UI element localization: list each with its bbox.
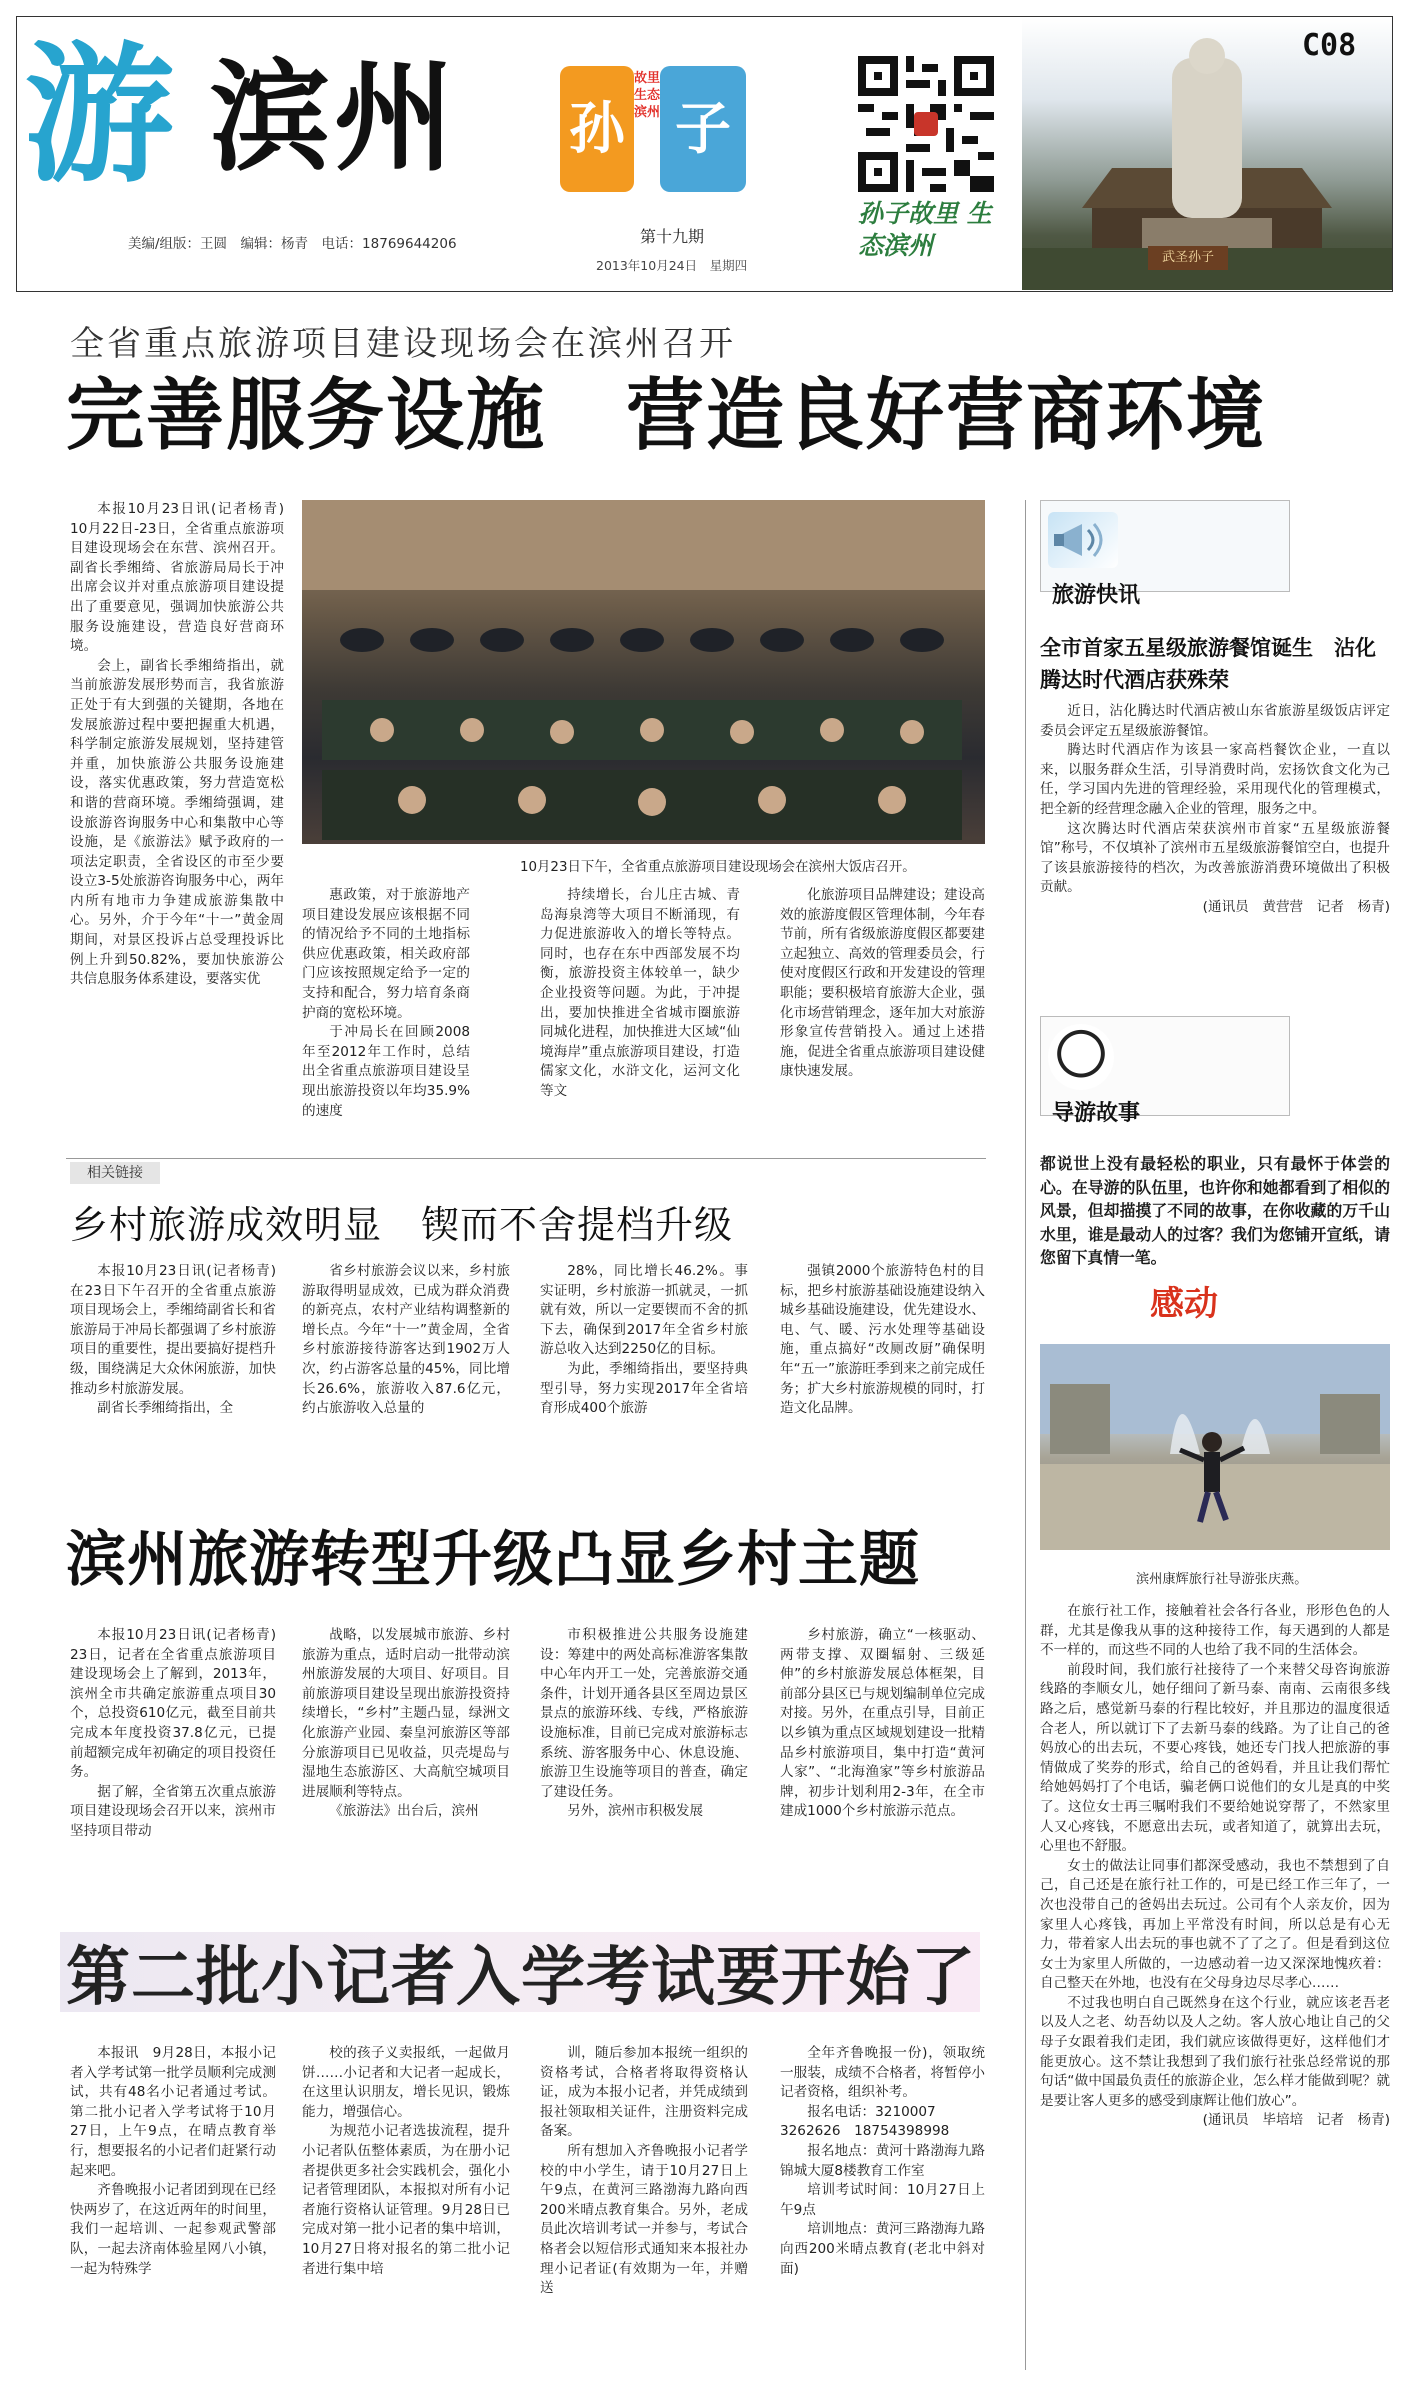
- exam-time: 培训考试时间：10月27日上午9点: [780, 2182, 985, 2218]
- guide-photo: [1040, 1344, 1390, 1550]
- lead-kicker: 全省重点旅游项目建设现场会在滨州召开: [70, 324, 736, 364]
- slogan: 孙子故里 生态滨州: [858, 199, 992, 260]
- related-col3: 28%，同比增长46.2%。事实证明，乡村旅游一抓就灵，一抓就有效，所以一定要锲而不舍的抓下去，确保到2017年全省乡村旅游总收入达到2250亿的目标。 为此，季缃绮指出，要坚持典型引导，努力实现2017年全省培育形成400个旅游: [540, 1263, 748, 1417]
- news-body: 近日，沾化腾达时代酒店被山东省旅游星级饭店评定委员会评定五星级旅游餐馆。 腾达时代酒店作为该县一家高档餐饮企业，一直以来，以服务群众生活，引导消费时尚，宏扬饮食文化为己任，学习国内先进的管理经验，采用现代化的管理模式，把全新的经营理念融入企业的管理，服务之中。 这次腾达时代酒店荣获滨州市首家“五星级旅游餐馆”称号，不仅填补了滨州市五星级旅游餐馆空白，也提升了该县旅游接待的档次，为改善旅游消费环境做出了积极贡献。 (通讯员 黄营营 记者 杨青): [1040, 702, 1390, 972]
- issue-number: 第十九期: [640, 227, 705, 246]
- news-byline: (通讯员 黄营营 记者 杨青): [1202, 898, 1390, 915]
- statue-plaque: 武圣孙子: [1148, 246, 1228, 270]
- related-col1: 本报10月23日讯(记者杨青) 在23日下午召开的全省重点旅游项目现场会上，季缃绮副省长和省旅游局于冲局长都强调了乡村旅游项目的重要性，提出要搞好提档升级，围绕满足大众休闲旅游，加快推动乡村旅游发展。 副省长季缃绮指出，全: [70, 1263, 290, 1417]
- lead-headline: 完善服务设施 营造良好营商环境: [66, 371, 1267, 461]
- lead-col2: 惠政策，对于旅游地产项目建设发展应该根据不同的情况给予不同的土地指标供应优惠政策，相关政府部门应该按照规定给予一定的支持和配合，努力培育条商护商的宽松环境。 于冲局长在回顾2008年至2012年工作时，总结出全省重点旅游项目建设呈现出旅游投资以年均35.9%的速度: [302, 887, 470, 1119]
- third-col4: 全年齐鲁晚报一份)，领取统一服装，成绩不合格者，将暂停小记者资格，组织补考。 报名电话：3210007 3262626 18754398998 报名地点：黄河十路渤海九路锦城大厦8楼教育工作室 培训考试时间：10月27日上午9点 培训地点：黄河三路渤海九路向西200米晴点教育(老北中斜对面): [780, 2044, 985, 2374]
- guide-story-body: 在旅行社工作，接触着社会各行各业，形形色色的人群，尤其是像我从事的这种接待工作，每天遇到的人都是不一样的，而这些不同的人也给了我不同的生活体会。 前段时间，我们旅行社接待了一个来替父母咨询旅游线路的李顺女儿，她仔细问了新马泰、南南、云南很多线路之后，感觉新马泰的行程比较好，并且那边的温度很适合老人，所以就订下了去新马泰的线路。为了让自己的爸妈放心的出去玩，不要心疼钱，她还专门找人把旅游的事情做成了奖券的形式，给自己的爸妈看，并且让我们帮忙给她妈妈打了个电话，骗老俩口说他们的女儿是真的中奖了。这位女士再三嘱咐我们不要给她说穿帮了，不然家里人又心疼钱，不愿意出去玩，或者知道了，就算出去玩，心里也不舒服。 女士的做法让同事们都深受感动，我也不禁想到了自己，自己还是在旅行社工作的，可是已经工作三年了，一次也没带自己的爸妈出去玩过。公司有个人亲友价，因为家里人心疼钱，再加上平常没有时间，所以总是有心无力，带着家人出去玩的事也就不了了之了。但是看到这位女士为家里人所做的，一边感动着一边又深深地愧疚着：自己整天在外地，也没有在父母身边尽尽孝心…… 不过我也明白自己既然身在这个行业，就应该老吾老以及人之老、幼吾幼以及人之幼。客人放心地让自己的父母子女跟着我们走团，我们就应该做得更好，这样他们才能更放心。这不禁让我想到了我们旅行社张总经常说的那句话“做中国最负责任的旅游企业，怎么样才能做到呢？就是要让客人更多的感受到康辉让他们放心”。 (通讯员 毕培培 记者 杨青): [1040, 1602, 1390, 2377]
- meeting-photo-caption: 10月23日下午，全省重点旅游项目建设现场会在滨州大饭店召开。: [520, 860, 916, 875]
- third-col3: 训，随后参加本报统一组织的资格考试，合格者将取得资格认证，成为本报小记者，并凭成绩到报社领取相关证件，注册资料完成备案。 所有想加入齐鲁晚报小记者学校的中小学生，请于10月27日上午9点，在黄河三路渤海九路向西200米晴点教育集合。另外，老成员此次培训考试一并参与，考试合格者会以短信形式通知来本报社办理小记者证(有效期为一年，并赠送: [540, 2045, 748, 2297]
- meeting-photo: [302, 500, 985, 844]
- masthead-title-binzhou: 滨州: [210, 47, 458, 188]
- panda-mascot-icon: [1048, 1024, 1114, 1090]
- related-headline: 乡村旅游成效明显 锲而不舍提档升级: [70, 1203, 734, 1247]
- third-col2: 校的孩子义卖报纸，一起做月饼……小记者和大记者一起成长，在这里认识朋友，增长见识，锻炼能力，增强信心。 为规范小记者选拔流程，提升小记者队伍整体素质，为在册小记者提供更多社会实践机会，强化小记者管理团队，本报拟对所有小记者施行资格认证管理。9月28日已完成对第一批小记者的集中培训，10月27日将对报名的第二批小记者进行集中培: [302, 2045, 510, 2277]
- second-headline: 滨州旅游转型升级凸显乡村主题: [66, 1525, 920, 1595]
- signup-phone2: 3262626 18754398998: [780, 2123, 950, 2140]
- staff-credits: 美编/组版：王圆 编辑：杨青 电话：18769644206: [128, 236, 457, 252]
- logo-zi: 子: [660, 66, 746, 192]
- third-col1: 本报讯 9月28日，本报小记者入学考试第一批学员顺利完成测试，共有48名小记者通过考试。第二批小记者入学考试将于10月27日，上午9点，在晴点教育举行，想要报名的小记者们赶紧行动起来吧。 齐鲁晚报小记者团到现在已经快两岁了，在这近两年的时间里，我们一起培训、一起参观武警部队，一起去济南体验星网八小镇，一起为特殊学: [70, 2045, 276, 2277]
- training-site: 培训地点：黄河三路渤海九路向西200米晴点教育(老北中斜对面): [780, 2221, 985, 2277]
- lead-col4: 化旅游项目品牌建设；建设高效的旅游度假区管理体制，今年春节前，所有省级旅游度假区都要建立起独立、高效的管理委员会，行使对度假区行政和开发建设的管理职能；要积极培育旅游大企业，强化市场营销理念，逐年加大对旅游形象宣传营销投入。通过上述措施，促进全省重点旅游项目建设健康快速发展。: [780, 887, 985, 1080]
- related-tag: 相关链接: [70, 1162, 160, 1184]
- megaphone-icon: [1048, 512, 1118, 568]
- qr-code[interactable]: [858, 56, 994, 192]
- guide-story-intro: 都说世上没有最轻松的职业，只有最怀于体尝的心。在导游的队伍里，也许你和她都看到了相似的风景，但却描摸了不同的故事，在你收藏的万千山水里，谁是最动人的过客？我们为您铺开宣纸，请您留下真情一笔。: [1040, 1154, 1390, 1267]
- news-flash-label: 旅游快讯: [1052, 583, 1141, 608]
- second-col2: 战略，以发展城市旅游、乡村旅游为重点，适时启动一批带动滨州旅游发展的大项目、好项目。目前旅游项目建设呈现出旅游投资持续增长，“乡村”主题凸显，绿洲文化旅游产业园、秦皇河旅游区等部分旅游项目已见收益，贝壳堤岛与湿地生态旅游区、大高航空城项目进展顺利等特点。 《旅游法》出台后，滨州: [302, 1627, 510, 1820]
- touching-tag: 感动: [1150, 1284, 1218, 1324]
- masthead-title-you: 游: [24, 27, 175, 203]
- guide-photo-caption: 滨州康辉旅行社导游张庆燕。: [1136, 1572, 1308, 1587]
- news-title: 全市首家五星级旅游餐馆诞生 沾化腾达时代酒店获殊荣: [1040, 636, 1376, 692]
- logo-sun: 孙: [560, 66, 634, 192]
- guide-story-byline: (通讯员 毕培培 记者 杨青): [1202, 2112, 1390, 2129]
- related-col4: 强镇2000个旅游特色村的目标，把乡村旅游基础设施建设纳入城乡基础设施建设，优先建设水、电、气、暖、污水处理等基础设施，重点搞好“改厕改厨”确保明年“五一”旅游旺季到来之前完成任务；扩大乡村旅游规模的同时，打造文化品牌。: [780, 1263, 985, 1417]
- second-col1: 本报10月23日讯(记者杨青) 23日，记者在全省重点旅游项目建设现场会上了解到，2013年，滨州全市共确定旅游重点项目30个，总投资610亿元，截至目前共完成本年度投资37.8亿元，已提前超额完成年初确定的项目投资任务。 据了解，全省第五次重点旅游项目建设现场会召开以来，滨州市坚持项目带动: [70, 1627, 290, 1839]
- lead-col3: 持续增长，台儿庄古城、青岛海泉湾等大项目不断涌现，有力促进旅游收入的增长等特点。同时，也存在东中西部发展不均衡，旅游投资主体较单一，缺少企业投资等问题。为此，于冲提出，要加快推进全省城市圈旅游同城化进程，加快推进大区域“仙境海岸”重点旅游项目建设，打造儒家文化，水浒文化，运河文化等文: [540, 887, 740, 1099]
- third-headline: 第二批小记者入学考试要开始了: [66, 1941, 976, 2015]
- page-number: C08: [1302, 28, 1357, 63]
- second-col4: 乡村旅游，确立“一核驱动、两带支撑、双圈辐射、三级延伸”的乡村旅游发展总体框架，目前部分县区已与规划编制单位完成对接。另外，在重点引导，目前正以乡镇为重点区域规划建设一批精品乡村旅游项目，集中打造“黄河人家”、“北海渔家”等乡村旅游品牌，初步计划利用2-3年，在全市建成1000个乡村旅游示范点。: [780, 1627, 985, 1820]
- second-col3: 市积极推进公共服务设施建设：筹建中的两处高标准游客集散中心年内开工一处，完善旅游交通条件，计划开通各县区至周边景区景点的旅游环线、专线，严格旅游设施标准，目前已完成对旅游标志系统、游客服务中心、休息设施、旅游卫生设施等项目的普查，确定了建设任务。 另外，滨州市积极发展: [540, 1627, 748, 1820]
- logo-caption: 故里生态滨州: [634, 71, 661, 120]
- related-col2: 省乡村旅游会议以来，乡村旅游取得明显成效，已成为群众消费的新亮点，农村产业结构调整新的增长点。今年“十一”黄金周，全省乡村旅游接待游客达到1902万人次，约占游客总量的45%，同比增长26.6%，旅游收入87.6亿元，约占旅游收入总量的: [302, 1263, 510, 1417]
- guide-story-label: 导游故事: [1052, 1101, 1141, 1126]
- signup-phone: 报名电话：3210007: [807, 2103, 936, 2120]
- lead-col1: 本报10月23日讯(记者杨青) 10月22日-23日，全省重点旅游项目建设现场会在东营、滨州召开。副省长季缃绮、省旅游局局长于冲出席会议并对重点旅游项目建设提出了重要意见，强调加快旅游公共服务设施建设，营造良好营商环境。 会上，副省长季缃绮指出，就当前旅游发展形势而言，我省旅游正处于有大到强的关键期，各地在发展旅游过程中要把握重大机遇，科学制定旅游发展规划，坚持建管并重，加快旅游公共服务设施建设，落实优惠政策，努力营造宽松和谐的营商环境。季缃绮强调，建设旅游咨询服务中心和集散中心等设施，是《旅游法》赋予政府的一项法定职责，全省设区的市至少要设立3-5处旅游咨询服务中心，两年内所有地市力争建成旅游集散中心。另外，介于今年“十一”黄金周期间，对景区投诉占总受理投诉比例上升到50.82%，要加快旅游公共信息服务体系建设，要落实优: [70, 501, 298, 988]
- issue-date: 2013年10月24日 星期四: [596, 258, 748, 273]
- signup-address: 报名地点：黄河十路渤海九路锦城大厦8楼教育工作室: [780, 2142, 985, 2179]
